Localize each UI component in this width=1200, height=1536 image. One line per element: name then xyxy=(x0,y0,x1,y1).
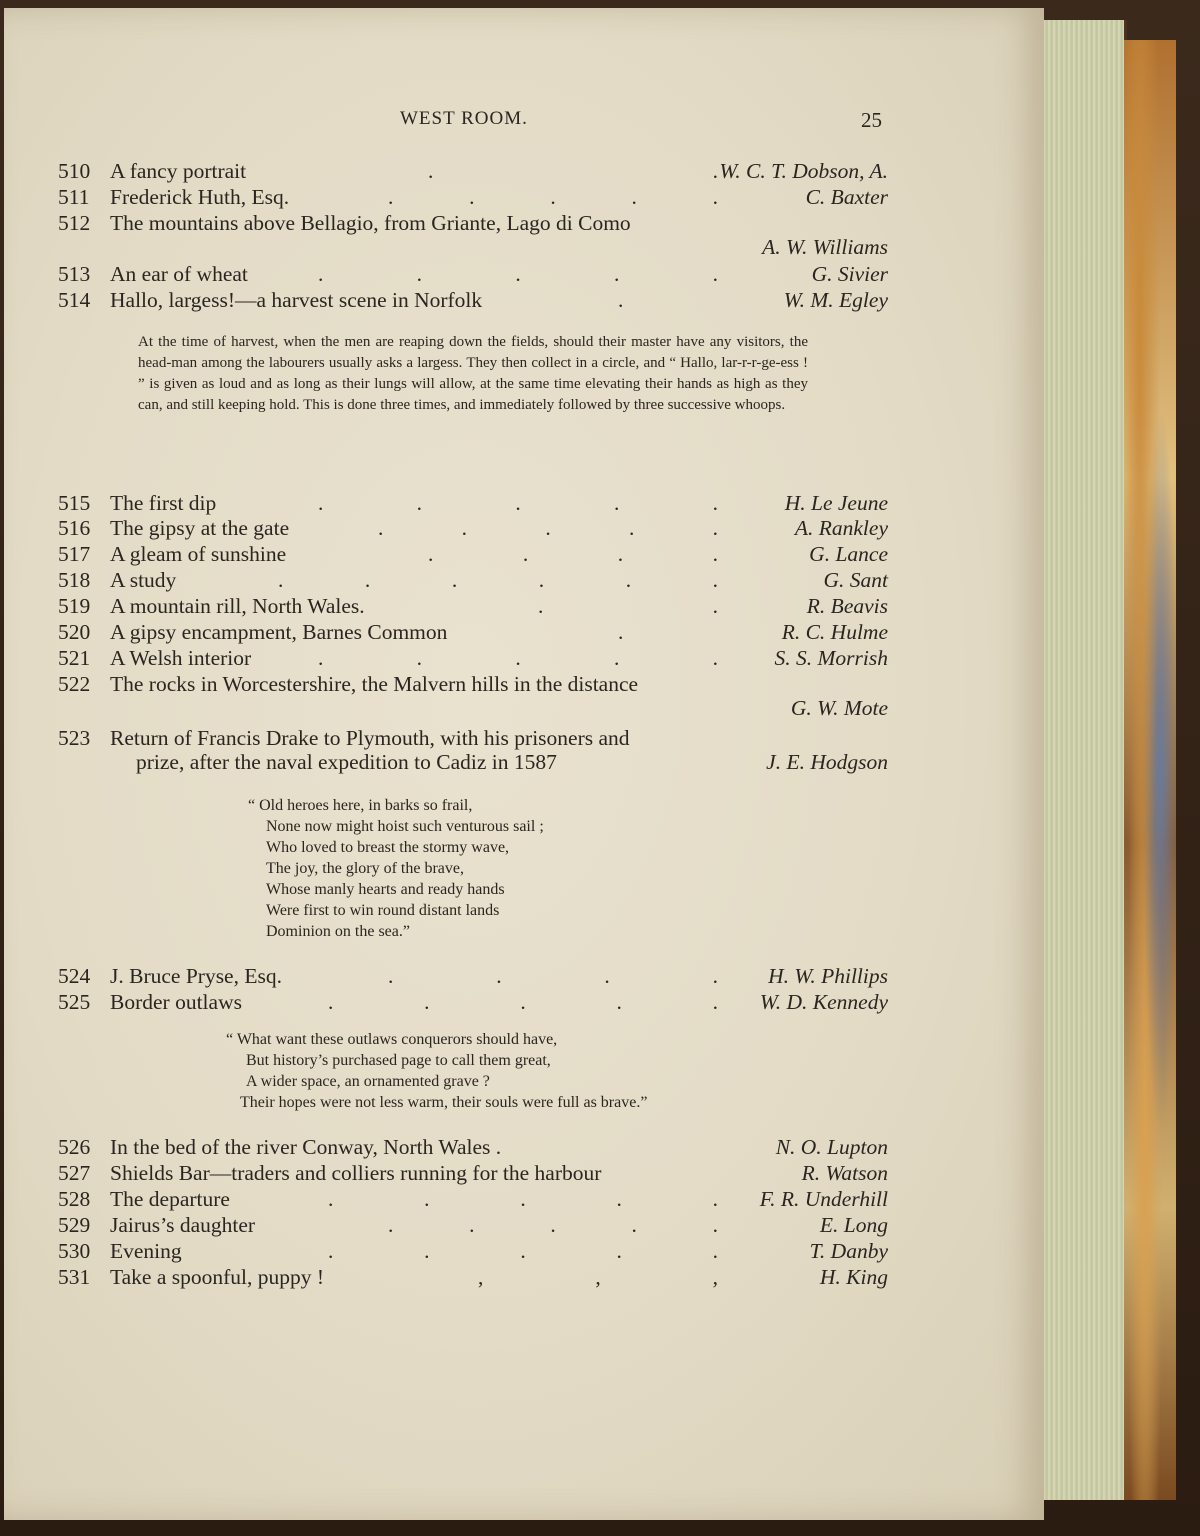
entry-title: A mountain rill, North Wales. xyxy=(110,594,365,618)
note-text: At the time of harvest, when the men are reaping down the fields, should their master have any visitors, the head-man among the labourers usually asks a largess. They then collect in a circle, and “ Hallo, lar-r-r-ge-ess ! ” is given as loud and as long as their lungs will allow, at the same time elevating their hands as high as they can, and still keeping hold. This is done three times, and immediately followed by three successive whoops. xyxy=(138,334,808,413)
entry-artist: H. W. Phillips xyxy=(768,964,888,988)
entry-title: The first dip xyxy=(110,491,217,515)
verse-line: “ What want these outlaws conquerors should have, xyxy=(226,1031,558,1048)
catalogue-entry-continued xyxy=(58,749,888,775)
catalogue-entry xyxy=(58,490,888,516)
catalogue-entry-continued xyxy=(58,234,888,260)
catalogue-entry xyxy=(58,261,888,287)
catalogue-entry xyxy=(58,1212,888,1238)
entry-artist: G. W. Mote xyxy=(790,696,888,720)
verse-line: Whose manly hearts and ready hands xyxy=(266,881,505,898)
dot-leaders: . . . . . xyxy=(328,1187,718,1211)
dot-leaders: . . . . . xyxy=(318,491,718,515)
dot-leaders: . . . . . xyxy=(388,1213,718,1237)
entry-artist: R. C. Hulme xyxy=(781,620,888,644)
verse-line: Who loved to breast the stormy wave, xyxy=(266,839,510,856)
entry-number: 531 xyxy=(58,1265,91,1289)
entry-artist: F. R. Underhill xyxy=(759,1187,888,1211)
entry-title: A Welsh interior xyxy=(110,646,252,670)
catalogue-entry xyxy=(58,515,888,541)
entry-number: 515 xyxy=(58,491,91,515)
dot-leaders: . . . . . xyxy=(388,185,718,209)
catalogue-entry xyxy=(58,593,888,619)
entry-number: 514 xyxy=(58,288,91,312)
outlaws-verse xyxy=(226,1029,647,1113)
entry-artist: S. S. Morrish xyxy=(774,646,888,670)
verse-line: Dominion on the sea.” xyxy=(266,923,410,940)
dot-leaders: , , , xyxy=(478,1265,718,1289)
verse-line: None now might hoist such venturous sail ; xyxy=(266,818,544,835)
drake-verse xyxy=(248,795,544,942)
catalogue-entry xyxy=(58,210,888,236)
catalogue-entry xyxy=(58,1160,888,1186)
entry-number: 526 xyxy=(58,1135,91,1159)
entry-artist: H. King xyxy=(819,1265,888,1289)
dot-leaders: . . xyxy=(428,159,718,183)
verse-line: “ Old heroes here, in barks so frail, xyxy=(248,797,473,814)
catalogue-entry xyxy=(58,184,888,210)
entry-title: Border outlaws xyxy=(110,990,242,1014)
dot-leaders: . . . . . xyxy=(328,1239,718,1263)
entry-title: The departure xyxy=(110,1187,230,1211)
dot-leaders: . . . . . xyxy=(318,262,718,286)
entry-artist: J. E. Hodgson xyxy=(766,750,888,774)
entry-title: Hallo, largess!—a harvest scene in Norfolk xyxy=(110,288,483,312)
entry-title: A fancy portrait xyxy=(110,159,247,183)
entry-number: 516 xyxy=(58,516,91,540)
entry-number: 523 xyxy=(58,726,91,750)
entry-number: 512 xyxy=(58,211,91,235)
entry-artist: T. Danby xyxy=(809,1239,888,1263)
catalogue-entry xyxy=(58,541,888,567)
entry-number: 525 xyxy=(58,990,91,1014)
catalogue-entry xyxy=(58,1238,888,1264)
entry-number: 520 xyxy=(58,620,91,644)
catalogue-entry xyxy=(58,645,888,671)
catalogue-entry xyxy=(58,287,888,313)
running-head xyxy=(60,108,890,136)
entry-artist: W. C. T. Dobson, A. xyxy=(719,159,888,183)
catalogue-entry xyxy=(58,725,888,751)
entry-number: 518 xyxy=(58,568,91,592)
entry-artist: R. Beavis xyxy=(806,594,888,618)
page-number: 25 xyxy=(861,108,882,132)
running-head-title: WEST ROOM. xyxy=(400,108,528,129)
entry-number: 522 xyxy=(58,672,91,696)
verse-line: Their hopes were not less warm, their souls were full as brave.” xyxy=(240,1094,648,1111)
entry-title: A gipsy encampment, Barnes Common xyxy=(110,620,448,644)
entry-title: A gleam of sunshine xyxy=(110,542,287,566)
page-edges xyxy=(1044,20,1127,1500)
catalogue-entry-continued xyxy=(58,695,888,721)
catalogue-entry xyxy=(58,963,888,989)
entry-number: 517 xyxy=(58,542,91,566)
catalogue-entry xyxy=(58,567,888,593)
entry-number: 527 xyxy=(58,1161,91,1185)
entry-title: J. Bruce Pryse, Esq. xyxy=(110,964,282,988)
verse-line: The joy, the glory of the brave, xyxy=(266,860,465,877)
entry-title: The rocks in Worcestershire, the Malvern hills in the distance xyxy=(110,672,639,696)
catalogue-entry xyxy=(58,619,888,645)
dot-leaders: . . . . . xyxy=(318,646,718,670)
verse-line: But history’s purchased page to call them great, xyxy=(246,1052,551,1069)
entry-title: Take a spoonful, puppy ! xyxy=(110,1265,325,1289)
entry-title: The mountains above Bellagio, from Griante, Lago di Como xyxy=(110,211,631,235)
entry-number: 511 xyxy=(58,185,90,209)
entry-title: An ear of wheat xyxy=(110,262,248,286)
entry-artist: A. Rankley xyxy=(794,516,888,540)
entry-number: 529 xyxy=(58,1213,91,1237)
verse-line: A wider space, an ornamented grave ? xyxy=(246,1073,490,1090)
dot-leaders: . . . . xyxy=(428,542,718,566)
entry-artist: G. Sivier xyxy=(811,262,888,286)
entry-number: 519 xyxy=(58,594,91,618)
entry-artist: G. Lance xyxy=(809,542,888,566)
dot-leaders: . xyxy=(618,620,624,644)
entry-title: Shields Bar—traders and colliers running for the harbour xyxy=(110,1161,602,1185)
dot-leaders: . . . . . xyxy=(328,990,718,1014)
entry-number: 528 xyxy=(58,1187,91,1211)
harvest-note xyxy=(138,332,808,416)
entry-artist: C. Baxter xyxy=(805,185,888,209)
verse-line: Were first to win round distant lands xyxy=(266,902,500,919)
catalogue-entry xyxy=(58,989,888,1015)
entry-number: 513 xyxy=(58,262,91,286)
entry-number: 521 xyxy=(58,646,91,670)
catalogue-entry xyxy=(58,671,888,697)
entry-title: A study xyxy=(110,568,177,592)
dot-leaders: . . . . . . xyxy=(278,568,718,592)
entry-artist: W. D. Kennedy xyxy=(759,990,888,1014)
dot-leaders: . . . . . xyxy=(378,516,718,540)
entry-title: The gipsy at the gate xyxy=(110,516,290,540)
entry-artist: N. O. Lupton xyxy=(775,1135,888,1159)
marbled-cover-edge xyxy=(1124,40,1176,1500)
entry-artist: R. Watson xyxy=(801,1161,888,1185)
entry-artist: H. Le Jeune xyxy=(784,491,888,515)
dot-leaders: . . . . xyxy=(388,964,718,988)
dot-leaders: . . xyxy=(538,594,718,618)
entry-number: 530 xyxy=(58,1239,91,1263)
entry-title: Jairus’s daughter xyxy=(110,1213,256,1237)
dot-leaders: . xyxy=(618,288,624,312)
entry-title: In the bed of the river Conway, North Wales . xyxy=(110,1135,502,1159)
entry-number: 510 xyxy=(58,159,91,183)
entry-artist: A. W. Williams xyxy=(762,235,888,259)
catalogue-entry xyxy=(58,1264,888,1290)
entry-artist: W. M. Egley xyxy=(783,288,888,312)
catalogue-entry xyxy=(58,1134,888,1160)
entry-title: Return of Francis Drake to Plymouth, with his prisoners and xyxy=(110,726,630,750)
entry-title: Frederick Huth, Esq. xyxy=(110,185,290,209)
catalogue-entry xyxy=(58,1186,888,1212)
entry-number: 524 xyxy=(58,964,91,988)
entry-title: prize, after the naval expedition to Cadiz in 1587 xyxy=(136,750,557,774)
catalogue-entry xyxy=(58,158,888,184)
entry-artist: E. Long xyxy=(819,1213,888,1237)
entry-artist: G. Sant xyxy=(823,568,888,592)
entry-title: Evening xyxy=(110,1239,182,1263)
